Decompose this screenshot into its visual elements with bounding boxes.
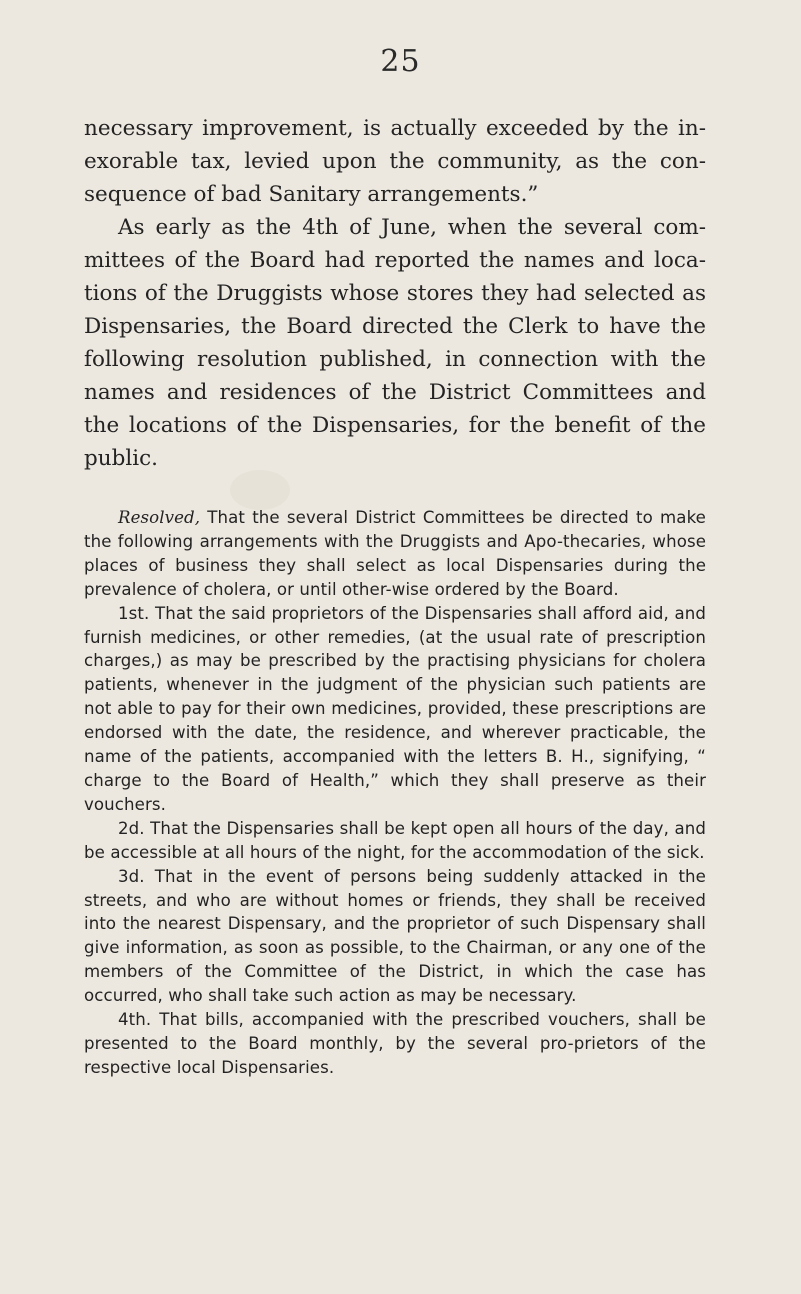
main-text <box>84 112 706 475</box>
paragraph-continuation: necessary improvement, is actually exceeded by the in-exorable tax, levied upon the community, as the con-sequence of bad Sanitary arrangements.” <box>84 116 706 207</box>
paragraph-dispensaries: As early as the 4th of June, when the several com-mittees of the Board had reported the names and loca-tions of the Druggists whose stores they had selected as Dispensaries, the Board directed the Clerk to have the following resolution published, in connection with the names and residences of the District Committees and the locations of the Dispensaries, for the benefit of the public. <box>84 215 706 471</box>
resolved-word: Resolved, <box>118 508 201 527</box>
page-number: 25 <box>380 44 421 79</box>
resolution-item-2d: 2d. That the Dispensaries shall be kept open all hours of the day, and be accessible at all hours of the night, for the accommodation of the sick. <box>84 818 706 862</box>
resolution-intro-text: That the several District Committees be directed to make the following arrangements with the Druggists and Apo-thecaries, whose places of business they shall select as local Dispensaries during the prevalence of cholera, or until other-wise ordered by the Board. <box>84 508 706 599</box>
paper-stain <box>230 470 290 510</box>
resolution-intro <box>84 506 706 602</box>
resolution-block <box>84 506 706 1080</box>
resolution-item-3d: 3d. That in the event of persons being suddenly attacked in the streets, and who are without homes or friends, they shall be received into the nearest Dispensary, and the proprietor of such Dispensary shall give information, as soon as possible, to the Chairman, or any one of the members of the Committee of the District, in which the case has occurred, who shall take such action as may be necessary. <box>84 866 706 1006</box>
resolution-item-1st: 1st. That the said proprietors of the Dispensaries shall afford aid, and furnish medicines, or other remedies, (at the usual rate of prescription charges,) as may be prescribed by the practising physicians for cholera patients, whenever in the judgment of the physician such patients are not able to pay for their own medicines, provided, these prescriptions are endorsed with the date, the residence, and wherever practicable, the name of the patients, accompanied with the letters B. H., signifying, “ charge to the Board of Health,” which they shall preserve as their vouchers. <box>84 603 706 814</box>
resolution-item-4th: 4th. That bills, accompanied with the prescribed vouchers, shall be presented to the Board monthly, by the several pro-prietors of the respective local Dispensaries. <box>84 1010 706 1077</box>
